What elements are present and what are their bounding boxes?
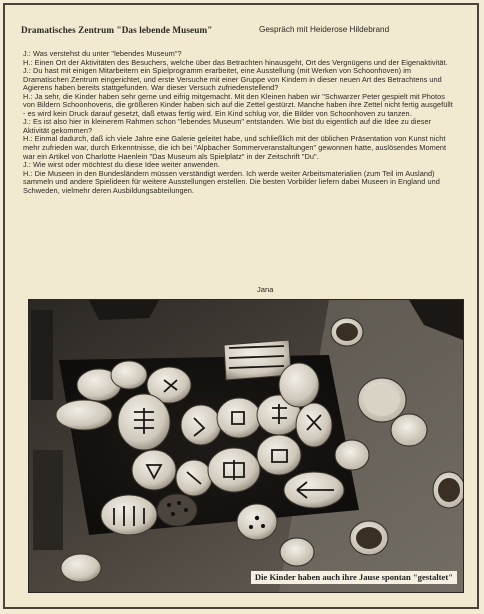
article-title: Dramatisches Zentrum "Das lebende Museum" xyxy=(21,25,213,35)
photo-decorated-bread-rolls xyxy=(28,299,464,593)
paragraph: H.: Ja sehr, die Kinder haben sehr gerne und eifrig mitgemacht. Mit den Kleinen haben wir "Schwarzer Peter gespielt mit Photos von Bildern Schoonhovens, die größeren Kinder haben sich auf die Zettel gestürzt. Manche haben ihre Zettel nicht fertig ausgefüllt - es wird kein Druck darauf gesetzt, daß etwas fertig wird. Ein Kind schlug vor, die Bilder von Schoonhoven zu tanzen. xyxy=(23,91,453,118)
article-subtitle: Gespräch mit Heiderose Hildebrand xyxy=(259,25,390,34)
paragraph: H.: Einen Ort der Aktivitäten des Besuchers, welche über das Betrachten hinausgeht, Ort des Vergnügens und der Eigenaktivität. xyxy=(23,57,448,67)
photo-image xyxy=(29,300,463,592)
paragraph: J.: Was verstehst du unter "lebendes Museum"? xyxy=(23,49,182,58)
paragraph: J.: Du hast mit einigen Mitarbeitern ein Spielprogramm erarbeitet, eine Ausstellung (mit Werken von Schoonhoven) im Dramatischen Zentrum eingerichtet, und erste Versuche mit einer Gruppe von Kindern in dieser neuen Art des Betrachtens und Agierens haben bereits stattgefunden. War dieser Versuch zufriedenstellend? xyxy=(23,66,442,93)
photo-caption: Die Kinder haben auch ihre Jause spontan "gestaltet" xyxy=(251,571,457,584)
interview-text xyxy=(23,50,453,195)
paragraph: J.: Es ist also hier in kleinerem Rahmen schon "lebendes Museum" entstanden. Wie bist du eigentlich auf die Idee zu dieser Aktivität gekommen? xyxy=(23,117,432,135)
paragraph: J.: Wie wirst oder möchtest du diese Idee weiter anwenden. xyxy=(23,160,220,170)
author-signature: Jana xyxy=(257,285,274,294)
paragraph: H.: Die Museen in den Bundesländern müssen verständigt werden. Ich werde weiter Arbeitsmaterialien (zum Teil im Ausland) sammeln und andere Spielideen für weitere Ausstellungen erstellen. Die besten Vorbilder liefern dabei Museen in England und Schweden, vielmehr deren Ausbildungsabteilungen. xyxy=(23,168,440,195)
page xyxy=(3,3,479,609)
article-header xyxy=(21,25,451,37)
paragraph: H.: Einmal dadurch, daß ich viele Jahre eine Galerie geleitet habe, und schließlich mit der üblichen Präsentation von Kunst nicht mehr zufrieden war, durch Erkenntnisse, die ich bei "Alpbacher Sommerveranstaltungen" gewonnen hatte, auslösendes Moment war ein Artikel von Charlotte Haenlein "Das Museum als Spielplatz" in der Zeitschrift "Du". xyxy=(23,134,447,161)
